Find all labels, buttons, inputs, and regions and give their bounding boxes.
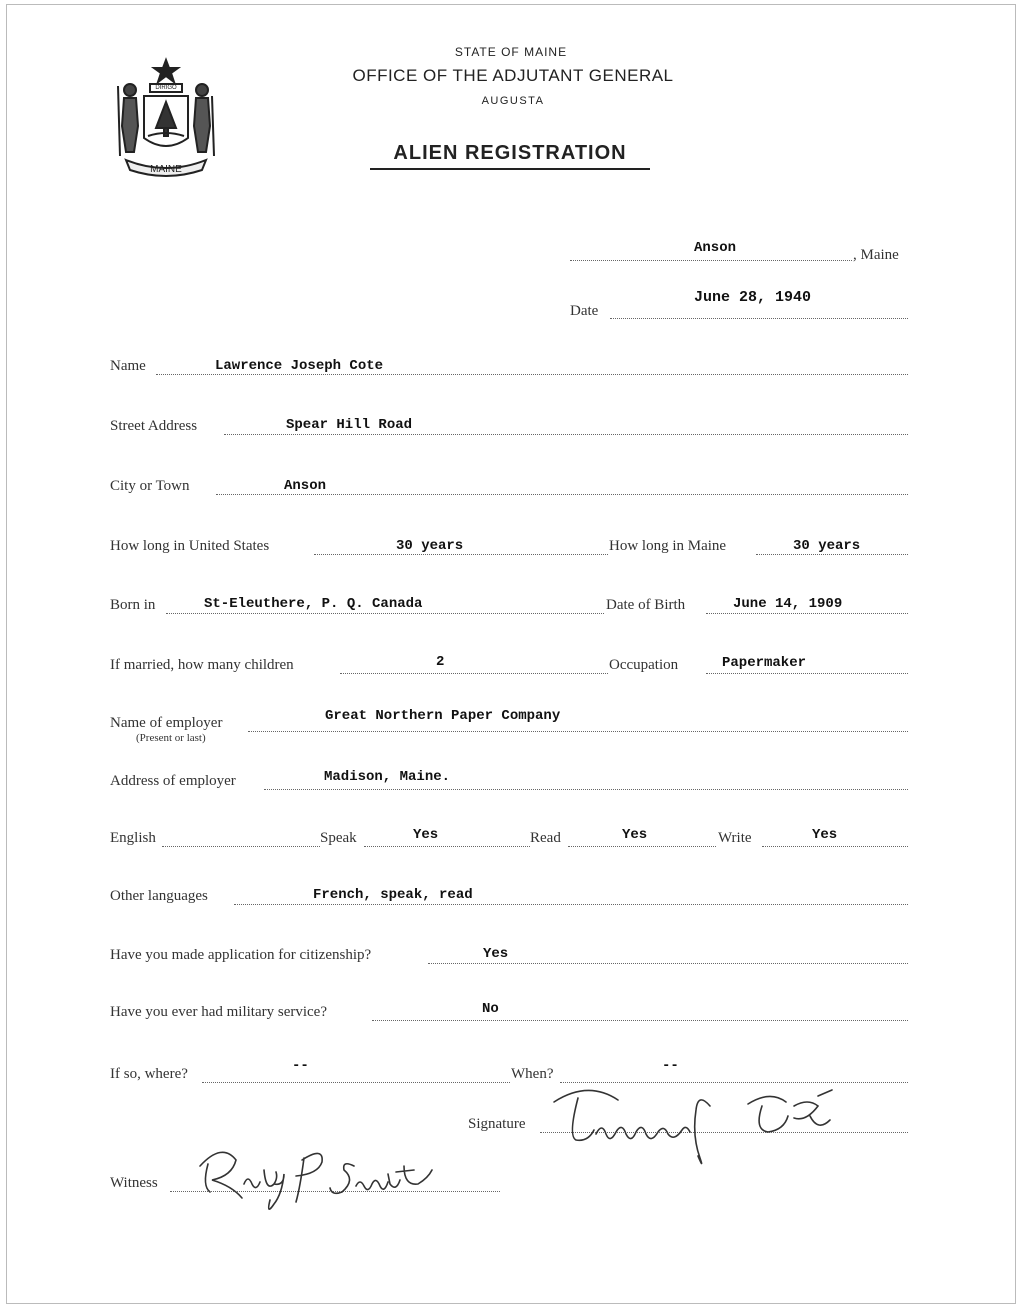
date-line (610, 318, 908, 319)
citizenship-value[interactable]: Yes (483, 946, 509, 962)
signature-label: Signature (468, 1116, 526, 1132)
where-line (202, 1082, 510, 1083)
town-value[interactable]: Anson (694, 240, 737, 256)
children-label: If married, how many children (110, 657, 294, 673)
speak-value[interactable]: Yes (413, 827, 439, 843)
where-label: If so, where? (110, 1066, 188, 1082)
employer-value[interactable]: Great Northern Paper Company (325, 708, 561, 724)
occupation-value[interactable]: Papermaker (722, 655, 807, 671)
city-town-value[interactable]: Anson (284, 478, 327, 494)
born-in-line (166, 613, 604, 614)
other-languages-value[interactable]: French, speak, read (313, 887, 473, 903)
english-line (162, 846, 320, 847)
city-town-line (216, 494, 908, 495)
read-label: Read (530, 830, 561, 846)
date-label: Date (570, 303, 599, 319)
when-label: When? (511, 1066, 554, 1082)
date-of-birth-label: Date of Birth (606, 597, 686, 613)
how-long-maine-label: How long in Maine (609, 538, 727, 554)
city-town-label: City or Town (110, 478, 190, 494)
speak-line (364, 846, 530, 847)
write-label: Write (718, 830, 752, 846)
how-long-us-label: How long in United States (110, 538, 270, 554)
town-line (570, 260, 852, 261)
form-title: ALIEN REGISTRATION (393, 142, 627, 164)
employer-address-label: Address of employer (110, 773, 236, 789)
born-in-value[interactable]: St-Eleuthere, P. Q. Canada (204, 596, 423, 612)
how-long-us-value[interactable]: 30 years (396, 538, 464, 554)
occupation-label: Occupation (609, 657, 679, 673)
employer-address-value[interactable]: Madison, Maine. (324, 769, 451, 785)
witness-signature[interactable] (192, 1136, 442, 1220)
maine-label: , Maine (853, 247, 899, 263)
street-address-label: Street Address (110, 418, 198, 434)
how-long-maine-value[interactable]: 30 years (793, 538, 861, 554)
witness-label: Witness (110, 1175, 158, 1191)
military-line (372, 1020, 908, 1021)
where-value[interactable]: -- (292, 1058, 309, 1074)
seal-motto: DIRIGO (155, 85, 177, 91)
office-heading: OFFICE OF THE ADJUTANT GENERAL (352, 66, 674, 85)
date-of-birth-line (706, 613, 908, 614)
english-label: English (110, 830, 156, 846)
employer-address-line (264, 789, 908, 790)
speak-label: Speak (320, 830, 357, 846)
when-value[interactable]: -- (662, 1058, 679, 1074)
citizenship-label: Have you made application for citizenship? (110, 947, 372, 963)
city-heading: AUGUSTA (481, 95, 545, 107)
children-line (340, 673, 608, 674)
other-languages-label: Other languages (110, 888, 208, 904)
title-underline (370, 168, 650, 170)
name-value[interactable]: Lawrence Joseph Cote (215, 358, 384, 374)
name-line (156, 374, 908, 375)
citizenship-line (428, 963, 908, 964)
date-value[interactable]: June 28, 1940 (694, 289, 812, 306)
read-value[interactable]: Yes (622, 827, 648, 843)
write-line (762, 846, 908, 847)
born-in-label: Born in (110, 597, 156, 613)
occupation-line (706, 673, 908, 674)
military-label: Have you ever had military service? (110, 1004, 327, 1020)
seal-banner: MAINE (150, 164, 182, 175)
employer-line (248, 731, 908, 732)
write-value[interactable]: Yes (812, 827, 838, 843)
employer-note: (Present or last) (136, 732, 206, 744)
name-label: Name (110, 358, 146, 374)
how-long-maine-line (756, 554, 908, 555)
date-of-birth-value[interactable]: June 14, 1909 (733, 596, 843, 612)
street-address-value[interactable]: Spear Hill Road (286, 417, 413, 433)
state-heading: STATE OF MAINE (454, 45, 568, 59)
registrant-signature[interactable] (548, 1076, 848, 1168)
read-line (568, 846, 716, 847)
how-long-us-line (314, 554, 608, 555)
children-value[interactable]: 2 (436, 654, 445, 670)
military-value[interactable]: No (482, 1001, 499, 1017)
page-border (6, 4, 1016, 1304)
employer-label: Name of employer (110, 715, 223, 731)
other-languages-line (234, 904, 908, 905)
street-address-line (224, 434, 908, 435)
